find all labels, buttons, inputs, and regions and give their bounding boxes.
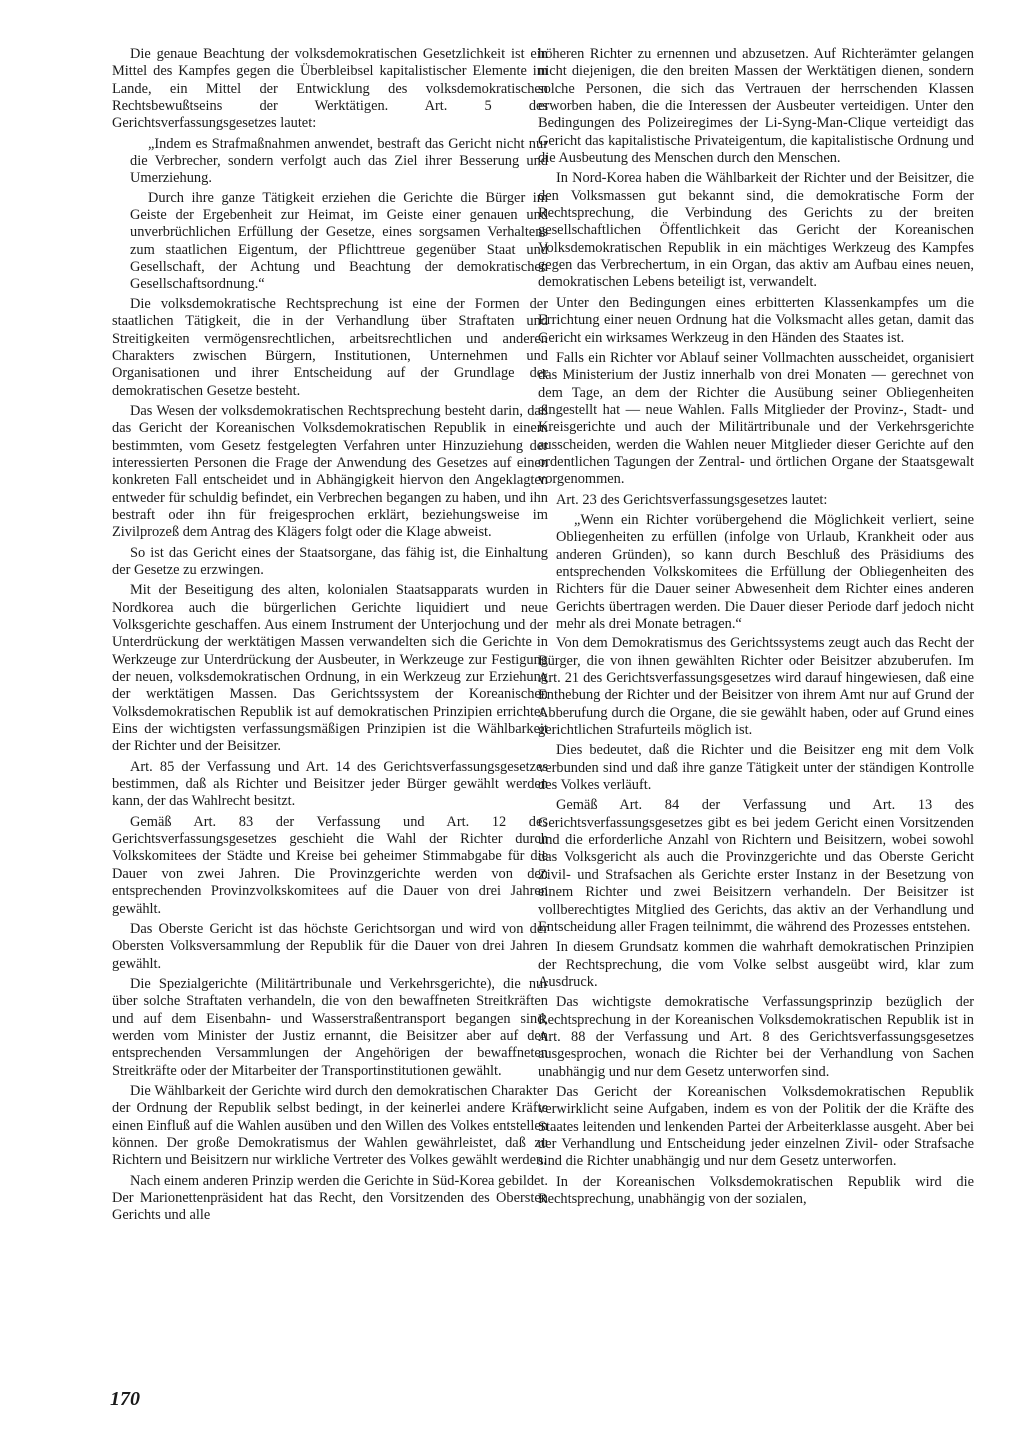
paragraph: Die Spezialgerichte (Militärtribunale und Verkehrsgerichte), die nur über solche Straftaten verhandeln, die von den bewaffneten Streitkräften und auf dem Eisenbahn- und Wasserstraßentransport begangen sind, werden vom Minister der Justiz ernannt, die Beisitzer aber auf den entsprechenden Versammlungen der Angehörigen der bewaffneten Streitkräfte oder der Mitarbeiter der Transportinstitutionen gewählt. bbox=[112, 975, 548, 1079]
paragraph: Das Gericht der Koreanischen Volksdemokratischen Republik verwirklicht seine Aufgaben, indem es von der Politik der die Kräfte des Staates leitenden und lenkenden Partei der Arbeiterklasse ausgeht. Aber bei der Verhandlung und Entscheidung jeder einzelnen Zivil- oder Strafsache sind die Richter unabhängig und nur dem Gesetz unterworfen. bbox=[538, 1083, 974, 1170]
paragraph: In diesem Grundsatz kommen die wahrhaft demokratischen Prinzipien der Rechtsprechung, die vom Volke selbst ausgeübt wird, klar zum Ausdruck. bbox=[538, 939, 974, 990]
paragraph: So ist das Gericht eines der Staatsorgane, das fähig ist, die Einhaltung der Gesetze zu erzwingen. bbox=[112, 544, 548, 578]
quoted-paragraph: Durch ihre ganze Tätigkeit erziehen die Gerichte die Bürger im Geiste der Ergebenheit zur Heimat, im Geiste einer genauen und unverbrüchlichen Erfüllung der Gesetze, eines sorgsamen Verhaltens zum staatlichen Eigentum, der Pflichttreue gegenüber Staat und Gesellschaft, der Achtung und Beachtung der demokratischen Gesellschaftsordnung.“ bbox=[130, 189, 548, 293]
paragraph: Die genaue Beachtung der volksdemokratischen Gesetzlichkeit ist ein Mittel des Kampfes gegen die Überbleibsel kapitalistischer Elemente im Lande, ein Mittel der Entwicklung des volksdemokratischen Rechtsbewußtseins der Werktätigen. Art. 5 des Gerichtsverfassungsgesetzes lautet: bbox=[112, 46, 548, 132]
paragraph: In der Koreanischen Volksdemokratischen Republik wird die Rechtsprechung, unabhängig von der sozialen, bbox=[538, 1173, 974, 1207]
page-number: 170 bbox=[110, 1388, 140, 1410]
paragraph: höheren Richter zu ernennen und abzusetzen. Auf Richterämter gelangen nicht diejenigen, die den breiten Massen der Werktätigen dienen, sondern solche Personen, die sich das Vertrauen der herrschenden Klassen erworben haben, die die Interessen der Ausbeuter verteidigen. Unter den Bedingungen des Polizeiregimes der Li-Syng-Man-Clique verteidigt das Gericht das kapitalistische Privateigentum, die kapitalistische Ordnung und die Ausbeutung des Menschen durch den Menschen. bbox=[538, 46, 974, 167]
paragraph: Die volksdemokratische Rechtsprechung ist eine der Formen der staatlichen Tätigkeit, die in der Verhandlung über Straftaten und Streitigkeiten vermögensrechtlichen, arbeitsrechtlichen und anderen Charakters zwischen Bürgern, Institutionen, Unternehmen und Organisationen und ihrer Entscheidung auf der Grundlage der demokratischen Gesetze besteht. bbox=[112, 295, 548, 399]
paragraph: In Nord-Korea haben die Wählbarkeit der Richter und der Beisitzer, die den Volksmassen gut bekannt sind, die demokratische Form der Rechtsprechung, die Verbindung des Gerichts zu der breiten gesellschaftlichen Öffentlichkeit das Gericht der Koreanischen Volksdemokratischen Republik in ein mächtiges Werkzeug des Kampfes gegen das Verbrechertum, in ein Organ, das aktiv am Aufbau eines neuen, demokratischen Lebens beteiligt ist, verwandelt. bbox=[538, 170, 974, 291]
paragraph: Art. 23 des Gerichtsverfassungsgesetzes lautet: bbox=[556, 491, 828, 508]
paragraph: Falls ein Richter vor Ablauf seiner Vollmachten ausscheidet, organisiert das Ministerium der Justiz innerhalb von drei Monaten — gerechnet von dem Tage, an dem der Richter die Ausübung seiner Obliegenheiten eingestellt hat — neue Wahlen. Falls Mitglieder der Provinz-, Stadt- und Kreisgerichte und auch der Militärtribunale und der Verkehrsgerichte ausscheiden, werden die Wahlen neuer Mitglieder dieser Gerichte auf den ordentlichen Tagungen der Zentral- und örtlichen Organe der Staatsgewalt vorgenommen. bbox=[538, 349, 974, 488]
paragraph: Das wichtigste demokratische Verfassungsprinzip bezüglich der Rechtsprechung in der Koreanischen Volksdemokratischen Republik ist in Art. 88 der Verfassung und Art. 8 des Gerichtsverfassungsgesetzes ausgesprochen, wonach die Richter bei der Verhandlung von Sachen unabhängig und nur dem Gesetz unterworfen sind. bbox=[538, 994, 974, 1080]
paragraph: Nach einem anderen Prinzip werden die Gerichte in Süd-Korea gebildet. Der Marionettenpräsident hat das Recht, den Vorsitzenden des Obersten Gerichts und alle bbox=[112, 1172, 548, 1224]
left-column bbox=[112, 46, 548, 1228]
paragraph: Von dem Demokratismus des Gerichtssystems zeugt auch das Recht der Bürger, die von ihnen gewählten Richter oder Beisitzer abzuberufen. Im Art. 21 des Gerichtsverfassungsgesetzes wird darauf hingewiesen, daß eine Enthebung der Richter und der Beisitzer von ihrem Amt nur auf Grund der Abberufung durch die Organe, die sie gewählt haben, oder auf Grund eines gerichtlichen Strafurteils möglich ist. bbox=[538, 635, 974, 739]
quoted-paragraph: „Wenn ein Richter vorübergehend die Möglichkeit verliert, seine Obliegenheiten zu erfüllen (infolge von Urlaub, Krankheit oder aus anderen Gründen), so kann durch Beschluß des Präsidiums des entsprechenden Volkskomitees die Erfüllung der Obliegenheiten des Richters für die Dauer seiner Abwesenheit dem Richter eines anderen Gerichts übertragen werden. Die Dauer dieser Periode darf jedoch nicht mehr als drei Monate betragen.“ bbox=[556, 511, 974, 632]
paragraph: Gemäß Art. 83 der Verfassung und Art. 12 des Gerichtsverfassungsgesetzes geschieht die Wahl der Richter durch Volkskomitees der Städte und Kreise bei geheimer Stimmabgabe für die Dauer von zwei Jahren. Die Provinzgerichte werden von den entsprechenden Provinzvolkskomitees auf die Dauer von drei Jahren gewählt. bbox=[112, 813, 548, 917]
right-column bbox=[538, 46, 974, 1211]
paragraph: Art. 85 der Verfassung und Art. 14 des Gerichtsverfassungsgesetzes bestimmen, daß als Richter und Beisitzer jeder Bürger gewählt werden kann, der das Wahlrecht besitzt. bbox=[112, 758, 548, 810]
paragraph: Die Wählbarkeit der Gerichte wird durch den demokratischen Charakter der Ordnung der Republik selbst bedingt, in der keinerlei andere Kräfte einen Einfluß auf die Wahlen ausüben und den Willen des Volkes entstellen können. Der große Demokratismus der Wahlen gewährleistet, daß zu Richtern und Beisitzern nur wirkliche Vertreter des Volkes gewählt werden. bbox=[112, 1082, 548, 1169]
paragraph: Mit der Beseitigung des alten, kolonialen Staatsapparats wurden in Nordkorea auch die bürgerlichen Gerichte liquidiert und neue Volksgerichte geschaffen. Aus einem Instrument der Unterjochung und der Unterdrückung der werktätigen Massen verwandelten sich die Gerichte in Werkzeuge zur Unterdrückung der Ausbeuter, in Werkzeuge zur Festigung der neuen, volksdemokratischen Ordnung, in ein Werkzeug zur Erziehung der werktätigen Massen. Das Gerichtssystem der Koreanischen Volksdemokratischen Republik ist auf demokratischen Prinzipien errichtet. Eins der wichtigsten verfassungsmäßigen Prinzipien ist die Wählbarkeit der Richter und der Beisitzer. bbox=[112, 582, 548, 755]
paragraph: Das Wesen der volksdemokratischen Rechtsprechung besteht darin, daß das Gericht der Koreanischen Volksdemokratischen Republik in einem bestimmten, vom Gesetz festgelegten Verfahren unter Hinzuziehung der interessierten Personen die Frage der Anwendung des Gesetzes auf einen konkreten Fall entscheidet und in Abhängigkeit hiervon den Angeklagten entweder für schuldig befindet, ein Verbrechen begangen zu haben, und ihn bestraft oder ihn für freigesprochen erklärt, beziehungsweise im Zivilprozeß dem Antrag des Klägers folgt oder die Klage abweist. bbox=[112, 402, 548, 541]
quoted-paragraph: „Indem es Strafmaßnahmen anwendet, bestraft das Gericht nicht nur die Verbrecher, sondern verfolgt auch das Ziel ihrer Besserung und Umerziehung. bbox=[130, 135, 548, 187]
paragraph: Dies bedeutet, daß die Richter und die Beisitzer eng mit dem Volk verbunden sind und daß ihre ganze Tätigkeit unter der ständigen Kontrolle des Volkes verläuft. bbox=[538, 742, 974, 794]
paragraph: Das Oberste Gericht ist das höchste Gerichtsorgan und wird von der Obersten Volksversammlung der Republik für die Dauer von drei Jahren gewählt. bbox=[112, 920, 548, 972]
paragraph: Gemäß Art. 84 der Verfassung und Art. 13 des Gerichtsverfassungsgesetzes gibt es bei jedem Gericht einen Vorsitzenden und die erforderliche Anzahl von Richtern und Beisitzern, wobei sowohl das Volksgericht als auch die Provinzgerichte und das Oberste Gericht Zivil- und Strafsachen als Gerichte erster Instanz in der Besetzung von einem Richter und zwei Beisitzern verhandeln. Der Beisitzer ist vollberechtigtes Mitglied des Gerichts, das aktiv an der Verhandlung und Entscheidung aller Fragen teilnimmt, die während des Prozesses entstehen. bbox=[538, 797, 974, 935]
paragraph: Unter den Bedingungen eines erbitterten Klassenkampfes um die Errichtung einer neuen Ordnung hat die Volksmacht alles getan, damit das Gericht ein wirksames Werkzeug in den Händen des Staates ist. bbox=[538, 294, 974, 346]
